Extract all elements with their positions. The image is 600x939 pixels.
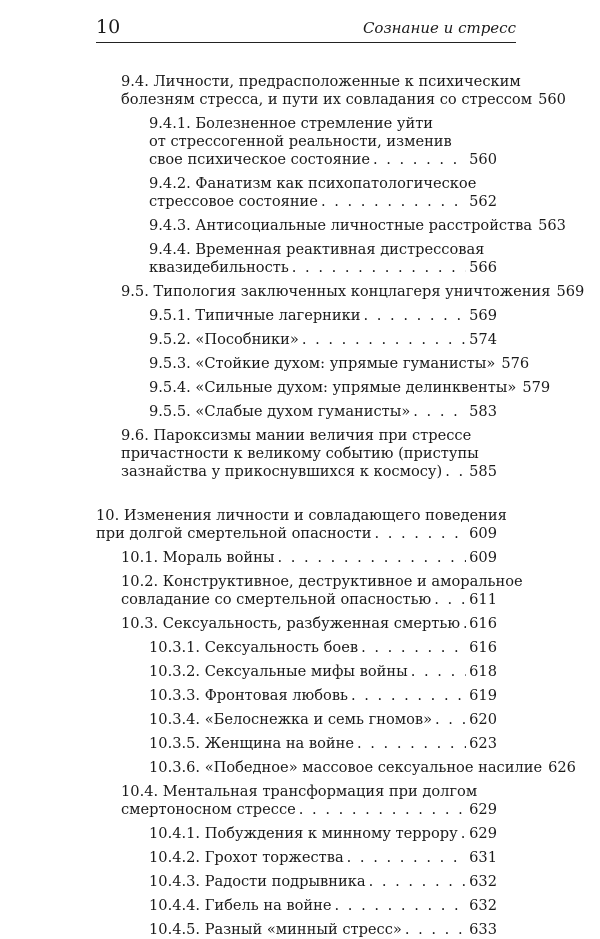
toc-entry-title: 9.4.1. Болезненное стремление уйти xyxy=(149,115,433,132)
toc-entry[interactable] xyxy=(96,573,523,609)
toc-entry-title: 10.1. Мораль войны xyxy=(121,549,275,566)
toc-page-number: 569 xyxy=(469,307,497,324)
toc-entry-title: 9.5. Типология заключенных концлагеря уничтожения xyxy=(121,283,551,300)
toc-entry[interactable] xyxy=(96,283,585,301)
toc-page-number: 569 xyxy=(556,283,585,300)
toc-entry[interactable] xyxy=(96,897,497,915)
toc-entry[interactable] xyxy=(96,427,497,481)
toc-page-number: 579 xyxy=(522,379,551,396)
toc-entry-title: 9.4.2. Фанатизм как психопатологическое xyxy=(149,175,477,192)
toc-entry-title: совладание со смертельной опасностью xyxy=(121,591,432,608)
toc-entry-title: 9.5.2. «Пособники» xyxy=(149,331,299,348)
toc-entry-title: 10.3.5. Женщина на войне xyxy=(149,735,354,752)
toc-page-number: 585 xyxy=(469,463,497,480)
toc-entry[interactable] xyxy=(96,331,497,349)
dot-leader xyxy=(435,711,466,729)
toc-entry-title: 10.4.3. Радости подрывника xyxy=(149,873,366,890)
dot-leader xyxy=(302,331,466,349)
toc-page-number: 574 xyxy=(469,331,497,348)
toc-page-number: 633 xyxy=(469,921,497,938)
dot-leader xyxy=(445,463,466,481)
toc-entry-title: зазнайства у прикоснувшихся к космосу) xyxy=(121,463,443,480)
toc-entry-title: смертоносном стрессе xyxy=(121,801,296,818)
dot-leader xyxy=(413,403,466,421)
table-of-contents xyxy=(96,73,585,939)
toc-entry-title: 9.4. Личности, предрасположенные к психическим xyxy=(121,73,521,90)
dot-leader xyxy=(434,591,466,609)
toc-page-number: 609 xyxy=(469,525,497,542)
toc-page-number: 631 xyxy=(469,849,497,866)
toc-entry-title: 10.3.2. Сексуальные мифы войны xyxy=(149,663,408,680)
toc-entry[interactable] xyxy=(96,217,566,235)
page-header xyxy=(96,12,516,43)
dot-leader xyxy=(411,663,466,681)
toc-entry-title: болезням стресса, и пути их совладания со стрессом xyxy=(121,91,533,108)
toc-page-number: 616 xyxy=(469,639,497,656)
toc-entry[interactable] xyxy=(96,549,497,567)
toc-page-number: 611 xyxy=(469,591,497,608)
dot-leader xyxy=(351,687,466,705)
toc-page-number: 629 xyxy=(469,801,497,818)
toc-entry[interactable] xyxy=(96,403,497,421)
dot-leader xyxy=(361,639,466,657)
toc-entry-title: 10.3. Сексуальность, разбуженная смертью xyxy=(121,615,461,632)
toc-page-number: 562 xyxy=(469,193,497,210)
toc-entry-title: при долгой смертельной опасности xyxy=(96,525,372,542)
toc-entry[interactable] xyxy=(96,355,530,373)
dot-leader xyxy=(461,825,466,843)
toc-entry-title: 10.4.1. Побуждения к минному террору xyxy=(149,825,458,842)
toc-entry[interactable] xyxy=(96,615,497,633)
toc-page-number: 632 xyxy=(469,897,497,914)
dot-leader xyxy=(335,897,467,915)
toc-page-number: 576 xyxy=(501,355,530,372)
toc-entry-title: 10.2. Конструктивное, деструктивное и аморальное xyxy=(121,573,523,590)
toc-entry-title: причастности к великому событию (приступы xyxy=(121,445,479,462)
toc-entry-title: от стрессогенной реальности, изменив xyxy=(149,133,452,150)
toc-entry[interactable] xyxy=(96,687,497,705)
toc-entry-title: квазидебильность xyxy=(149,259,289,276)
toc-page-number: 620 xyxy=(469,711,497,728)
toc-page-number: 609 xyxy=(469,549,497,566)
dot-leader xyxy=(292,259,466,277)
toc-entry-title: 9.5.3. «Стойкие духом: упрямые гуманисты» xyxy=(149,355,496,372)
toc-entry[interactable] xyxy=(96,639,497,657)
dot-leader xyxy=(369,873,467,891)
toc-entry[interactable] xyxy=(96,873,497,891)
toc-page-number: 619 xyxy=(469,687,497,704)
dot-leader xyxy=(277,549,466,567)
toc-entry[interactable] xyxy=(96,849,497,867)
toc-entry[interactable] xyxy=(96,241,497,277)
toc-entry-title: 10. Изменения личности и совладающего поведения xyxy=(96,507,507,524)
toc-entry-title: 9.6. Пароксизмы мании величия при стрессе xyxy=(121,427,472,444)
toc-page-number: 583 xyxy=(469,403,497,420)
dot-leader xyxy=(373,151,466,169)
toc-page-number: 616 xyxy=(469,615,497,632)
toc-entry-title: 10.4.5. Разный «минный стресс» xyxy=(149,921,402,938)
toc-page-number: 560 xyxy=(469,151,497,168)
dot-leader xyxy=(357,735,466,753)
page-number: 10 xyxy=(96,16,121,38)
dot-leader xyxy=(321,193,466,211)
dot-leader xyxy=(374,525,466,543)
dot-leader xyxy=(463,615,466,633)
toc-page-number: 618 xyxy=(469,663,497,680)
toc-entry[interactable] xyxy=(96,921,497,939)
toc-entry-title: 10.3.4. «Белоснежка и семь гномов» xyxy=(149,711,433,728)
toc-entry-title: 9.5.4. «Сильные духом: упрямые делинквенты» xyxy=(149,379,517,396)
toc-entry[interactable] xyxy=(96,663,497,681)
toc-page-number: 566 xyxy=(469,259,497,276)
toc-entry[interactable] xyxy=(96,735,497,753)
toc-entry-title: 10.3.6. «Победное» массовое сексуальное насилие xyxy=(149,759,543,776)
toc-entry-title: 10.4.2. Грохот торжества xyxy=(149,849,344,866)
toc-entry-title: 10.4. Ментальная трансформация при долгом xyxy=(121,783,478,800)
toc-entry[interactable] xyxy=(96,307,497,325)
toc-page-number: 560 xyxy=(538,91,566,108)
toc-entry-title: 9.5.1. Типичные лагерники xyxy=(149,307,361,324)
toc-entry[interactable] xyxy=(96,175,497,211)
dot-leader xyxy=(299,801,466,819)
toc-page-number: 629 xyxy=(469,825,497,842)
toc-entry-title: 9.4.4. Временная реактивная дистрессовая xyxy=(149,241,485,258)
toc-page-number: 563 xyxy=(538,217,566,234)
toc-page-number: 623 xyxy=(469,735,497,752)
toc-entry[interactable] xyxy=(96,783,497,819)
toc-entry[interactable] xyxy=(96,825,497,843)
toc-entry[interactable] xyxy=(96,115,497,169)
toc-entry[interactable] xyxy=(96,507,507,543)
running-title: Сознание и стресс xyxy=(362,19,516,37)
toc-entry-title: свое психическое состояние xyxy=(149,151,370,168)
toc-entry-title: 9.4.3. Антисоциальные личностные расстройства xyxy=(149,217,533,234)
toc-entry-title: стрессовое состояние xyxy=(149,193,318,210)
toc-entry-title: 10.3.3. Фронтовая любовь xyxy=(149,687,348,704)
toc-entry[interactable] xyxy=(96,379,551,397)
toc-entry-title: 10.3.1. Сексуальность боев xyxy=(149,639,359,656)
toc-entry[interactable] xyxy=(96,711,497,729)
dot-leader xyxy=(347,849,466,867)
dot-leader xyxy=(364,307,467,325)
toc-entry[interactable] xyxy=(96,759,576,777)
toc-entry[interactable] xyxy=(96,73,566,109)
dot-leader xyxy=(405,921,466,939)
toc-entry-title: 9.5.5. «Слабые духом гуманисты» xyxy=(149,403,411,420)
toc-entry-title: 10.4.4. Гибель на войне xyxy=(149,897,332,914)
toc-page-number: 626 xyxy=(548,759,576,776)
toc-page-number: 632 xyxy=(469,873,497,890)
